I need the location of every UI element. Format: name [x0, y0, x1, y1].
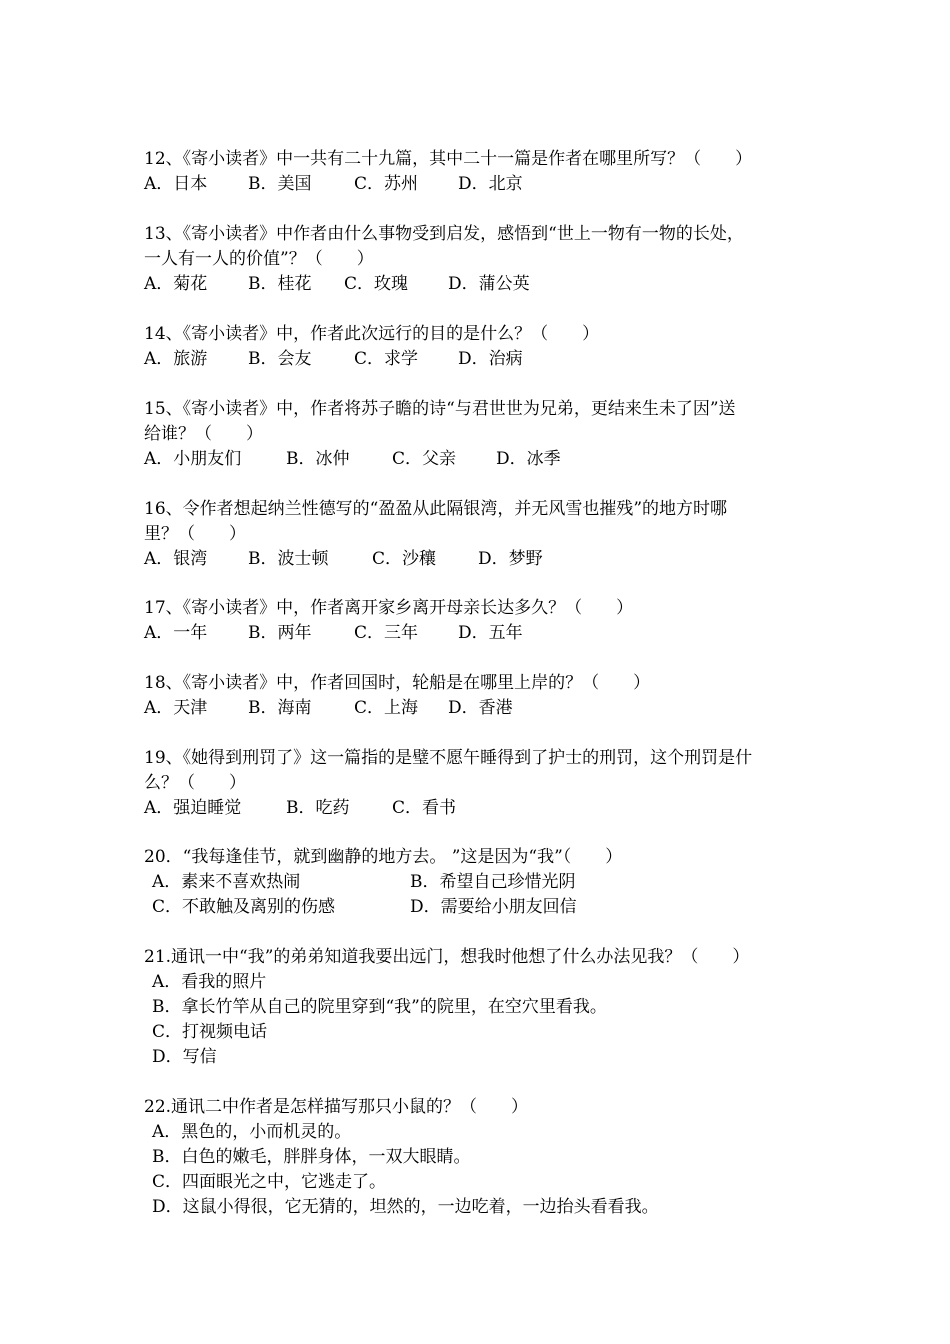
options-row	[144, 621, 824, 646]
option-b: B．希望自己珍惜光阴	[410, 872, 576, 892]
option-a: A．一年	[144, 623, 208, 643]
question-14	[144, 322, 824, 372]
options-row	[144, 696, 824, 721]
option-d: D．需要给小朋友回信	[410, 897, 577, 917]
question-text: 12、《寄小读者》中一共有二十九篇，其中二十一篇是作者在哪里所写？（ ）	[144, 149, 753, 169]
option-b: B．波士顿	[248, 549, 329, 569]
options-row	[144, 172, 824, 197]
option-c: C．不敢触及离别的伤感	[152, 897, 336, 917]
question-text: 18、《寄小读者》中，作者回国时，轮船是在哪里上岸的？（ ）	[144, 673, 651, 693]
options-row	[144, 870, 824, 895]
option-c: C．玫瑰	[344, 274, 409, 294]
option-d: D．治病	[458, 349, 523, 369]
option-d: D．这鼠小得很，它无猜的，坦然的，一边吃着，一边抬头看看我。	[152, 1197, 659, 1217]
option-c: C．苏州	[354, 174, 419, 194]
option-a: A．菊花	[144, 274, 208, 294]
option-c: C．打视频电话	[152, 1022, 268, 1042]
question-text: 21.通讯一中“我”的弟弟知道我要出远门，想我时他想了什么办法见我？（ ）	[144, 947, 750, 967]
option-c: C．父亲	[392, 449, 457, 469]
option-d: D．梦野	[478, 549, 543, 569]
question-17	[144, 596, 824, 646]
option-d: D．北京	[458, 174, 523, 194]
question-text: 14、《寄小读者》中，作者此次远行的目的是什么？（ ）	[144, 324, 600, 344]
question-text: 20．“我每逢佳节，就到幽静的地方去。 ”这是因为“我”（ ）	[144, 847, 623, 867]
question-text: 13、《寄小读者》中作者由什么事物受到启发，感悟到“世上一物有一物的长处，	[144, 224, 744, 244]
option-b: B．冰仲	[286, 449, 350, 469]
option-a: A．银湾	[144, 549, 208, 569]
options-row	[144, 895, 824, 920]
option-b: B．两年	[248, 623, 312, 643]
options-row	[144, 547, 824, 572]
question-21	[144, 945, 824, 1070]
question-12	[144, 147, 824, 197]
option-a: A．天津	[144, 698, 208, 718]
option-a: A．素来不喜欢热闹	[152, 872, 301, 892]
option-c: C．沙穰	[372, 549, 437, 569]
option-d: D．五年	[458, 623, 523, 643]
option-b: B．吃药	[286, 798, 350, 818]
question-text: 么？（ ）	[144, 773, 246, 793]
question-text: 22.通讯二中作者是怎样描写那只小鼠的？（ ）	[144, 1097, 529, 1117]
option-a: A．小朋友们	[144, 449, 242, 469]
question-19	[144, 746, 824, 821]
question-text: 里？（ ）	[144, 524, 246, 544]
question-text: 给谁？（ ）	[144, 424, 263, 444]
option-b: B．海南	[248, 698, 312, 718]
options-row	[144, 272, 824, 297]
question-20	[144, 845, 824, 920]
options-row	[144, 796, 824, 821]
option-a: A．强迫睡觉	[144, 798, 242, 818]
option-b: B．会友	[248, 349, 312, 369]
option-c: C．三年	[354, 623, 419, 643]
question-text: 15、《寄小读者》中，作者将苏子瞻的诗“与君世世为兄弟，更结来生未了因”送	[144, 399, 736, 419]
options-row	[144, 447, 824, 472]
question-18	[144, 671, 824, 721]
question-15	[144, 397, 824, 472]
option-b: B．白色的嫩毛，胖胖身体，一双大眼睛。	[152, 1147, 471, 1167]
option-a: A．日本	[144, 174, 208, 194]
option-c: C．看书	[392, 798, 457, 818]
question-13	[144, 222, 824, 297]
option-a: A．看我的照片	[152, 972, 267, 992]
option-d: D．蒲公英	[448, 274, 530, 294]
option-c: C．上海	[354, 698, 419, 718]
question-22	[144, 1095, 824, 1220]
question-text: 一人有一人的价值”？（ ）	[144, 249, 374, 269]
option-a: A．黑色的，小而机灵的。	[152, 1122, 352, 1142]
option-b: B．桂花	[248, 274, 312, 294]
option-a: A．旅游	[144, 349, 208, 369]
question-text: 17、《寄小读者》中，作者离开家乡离开母亲长达多久？（ ）	[144, 598, 634, 618]
question-text: 16、令作者想起纳兰性德写的“盈盈从此隔银湾，并无风雪也摧残”的地方时哪	[144, 499, 728, 519]
options-row	[144, 347, 824, 372]
option-d: D．香港	[448, 698, 513, 718]
question-text: 19、《她得到刑罚了》这一篇指的是璧不愿午睡得到了护士的刑罚，这个刑罚是什	[144, 748, 753, 768]
option-b: B．美国	[248, 174, 312, 194]
option-b: B．拿长竹竿从自己的院里穿到“我”的院里，在空穴里看我。	[152, 997, 607, 1017]
option-d: D．冰季	[496, 449, 561, 469]
question-16	[144, 497, 824, 572]
option-d: D．写信	[152, 1047, 217, 1067]
option-c: C．四面眼光之中，它逃走了。	[152, 1172, 387, 1192]
option-c: C．求学	[354, 349, 419, 369]
